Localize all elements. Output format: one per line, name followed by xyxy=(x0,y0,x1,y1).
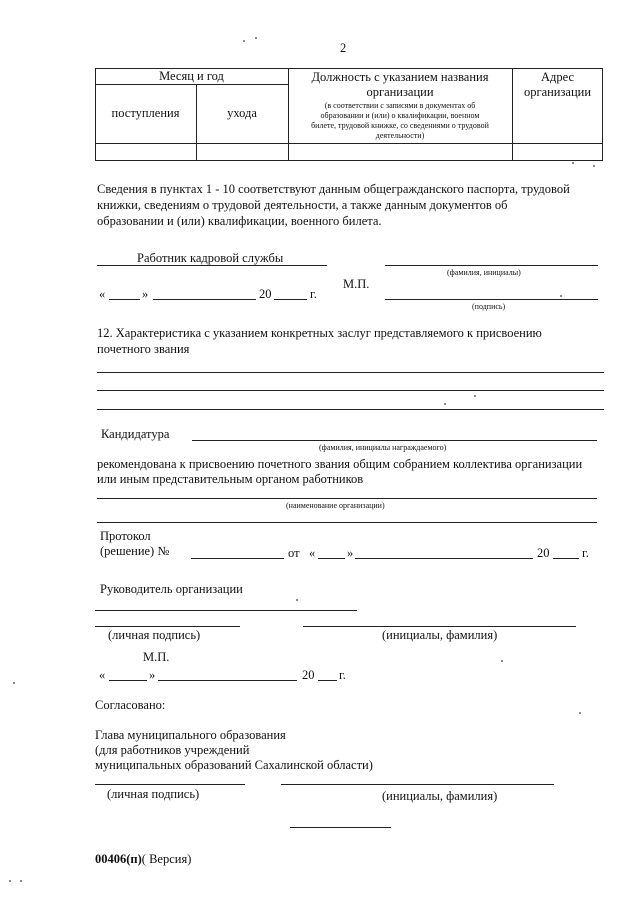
hr-signature-line xyxy=(385,299,598,300)
scan-speck xyxy=(572,162,574,164)
protocol-day-line xyxy=(318,558,345,559)
approval-label: Согласовано: xyxy=(95,698,166,712)
hr-fio-hint: (фамилия, инициалы) xyxy=(447,268,521,277)
section12-text: 12. Характеристика с указанием конкретных заслуг представляемого к присвоению почетного звания xyxy=(97,326,542,356)
page-number: 2 xyxy=(340,41,347,55)
address-header: Адрес организации xyxy=(523,70,592,99)
head-year-suffix: г. xyxy=(339,668,346,682)
hr-month-line xyxy=(153,299,256,300)
protocol-year-suffix: г. xyxy=(582,546,589,560)
footer-code: 00406(п)( Версия) xyxy=(95,852,192,866)
approval-line-1: Глава муниципального образования xyxy=(95,728,286,742)
org-name-hint: (наименование организации) xyxy=(286,501,385,510)
approval-signature-line xyxy=(95,784,245,785)
protocol-number-line xyxy=(191,558,284,559)
protocol-date-open: « xyxy=(309,546,316,560)
scan-speck xyxy=(9,880,11,882)
protocol-year-prefix: 20 xyxy=(537,546,550,560)
head-month-line xyxy=(158,680,297,681)
characteristic-line-3 xyxy=(97,409,604,410)
scan-speck xyxy=(444,403,446,405)
head-year-line xyxy=(318,680,337,681)
hr-year-line xyxy=(274,299,307,300)
protocol-month-line xyxy=(355,558,533,559)
org-name-line xyxy=(97,498,597,499)
candidacy-recommend-1: рекомендована к присвоению почетного звания общим собранием коллектива организации xyxy=(97,457,583,471)
candidacy-recommend-2: или иным представительным органом работников xyxy=(97,472,364,486)
candidacy-label: Кандидатура xyxy=(101,427,170,441)
scan-speck xyxy=(560,295,562,297)
hr-year-suffix: г. xyxy=(310,287,317,301)
head-year-prefix: 20 xyxy=(302,668,315,682)
hr-worker-line xyxy=(97,265,327,266)
hr-date-close: » xyxy=(142,287,149,301)
scan-speck xyxy=(255,37,257,39)
scan-speck xyxy=(20,880,22,882)
head-label: Руководитель организации xyxy=(100,582,243,596)
employment-table xyxy=(95,68,603,161)
characteristic-line-1 xyxy=(97,372,604,373)
characteristic-line-2 xyxy=(97,390,604,391)
head-date-close: » xyxy=(149,668,156,682)
hr-year-prefix: 20 xyxy=(259,287,272,301)
head-date-open: « xyxy=(99,668,106,682)
hr-stamp: М.П. xyxy=(343,277,370,291)
bottom-divider xyxy=(290,827,391,828)
scan-speck xyxy=(13,682,15,684)
scan-speck xyxy=(501,660,503,662)
head-initials-hint: (инициалы, фамилия) xyxy=(382,628,498,642)
departure-header: ухода xyxy=(227,106,257,120)
protocol-label: Протокол xyxy=(100,529,151,543)
scan-speck xyxy=(296,599,298,601)
head-day-line xyxy=(109,680,147,681)
hr-signature-hint: (подпись) xyxy=(472,302,506,311)
approval-line-3: муниципальных образований Сахалинской области) xyxy=(95,758,373,772)
scan-speck xyxy=(474,395,476,397)
protocol-year-line xyxy=(553,558,579,559)
head-stamp: М.П. xyxy=(143,650,170,664)
protocol-decision-label: (решение) № xyxy=(100,544,170,558)
head-signature-hint: (личная подпись) xyxy=(108,628,201,642)
approval-line-2: (для работников учреждений xyxy=(95,743,250,757)
hr-worker-label: Работник кадровой службы xyxy=(137,251,284,265)
hr-fio-line xyxy=(385,265,598,266)
approval-initials-hint: (инициалы, фамилия) xyxy=(382,789,498,803)
org-name-line-2 xyxy=(97,522,597,523)
scan-speck xyxy=(579,712,581,714)
protocol-date-close: » xyxy=(347,546,354,560)
candidacy-fio-hint: (фамилия, инициалы награждаемого) xyxy=(319,443,447,452)
month-year-header: Месяц и год xyxy=(159,69,224,83)
scan-speck xyxy=(593,165,595,167)
position-header: Должность с указанием названия организации (в соответствии с записями в документах об образовании и (или) о квалификации, военном билете, трудовой книжке, со сведениями о трудовой деятельности) xyxy=(311,70,489,140)
hr-date-open: « xyxy=(99,287,106,301)
protocol-from: от xyxy=(288,546,300,560)
hr-day-line xyxy=(109,299,140,300)
approval-initials-line xyxy=(281,784,554,785)
admission-header: поступления xyxy=(111,106,180,120)
info-paragraph: Сведения в пунктах 1 - 10 соответствуют данным общегражданского паспорта, трудовой книжки, сведениям о трудовой деятельности, а также данным документов об образовании и (или) квалификации, военного билета. xyxy=(97,182,570,228)
candidacy-fio-line xyxy=(192,440,597,441)
head-line-1 xyxy=(95,610,357,611)
scan-speck xyxy=(243,40,245,42)
approval-signature-hint: (личная подпись) xyxy=(107,787,200,801)
